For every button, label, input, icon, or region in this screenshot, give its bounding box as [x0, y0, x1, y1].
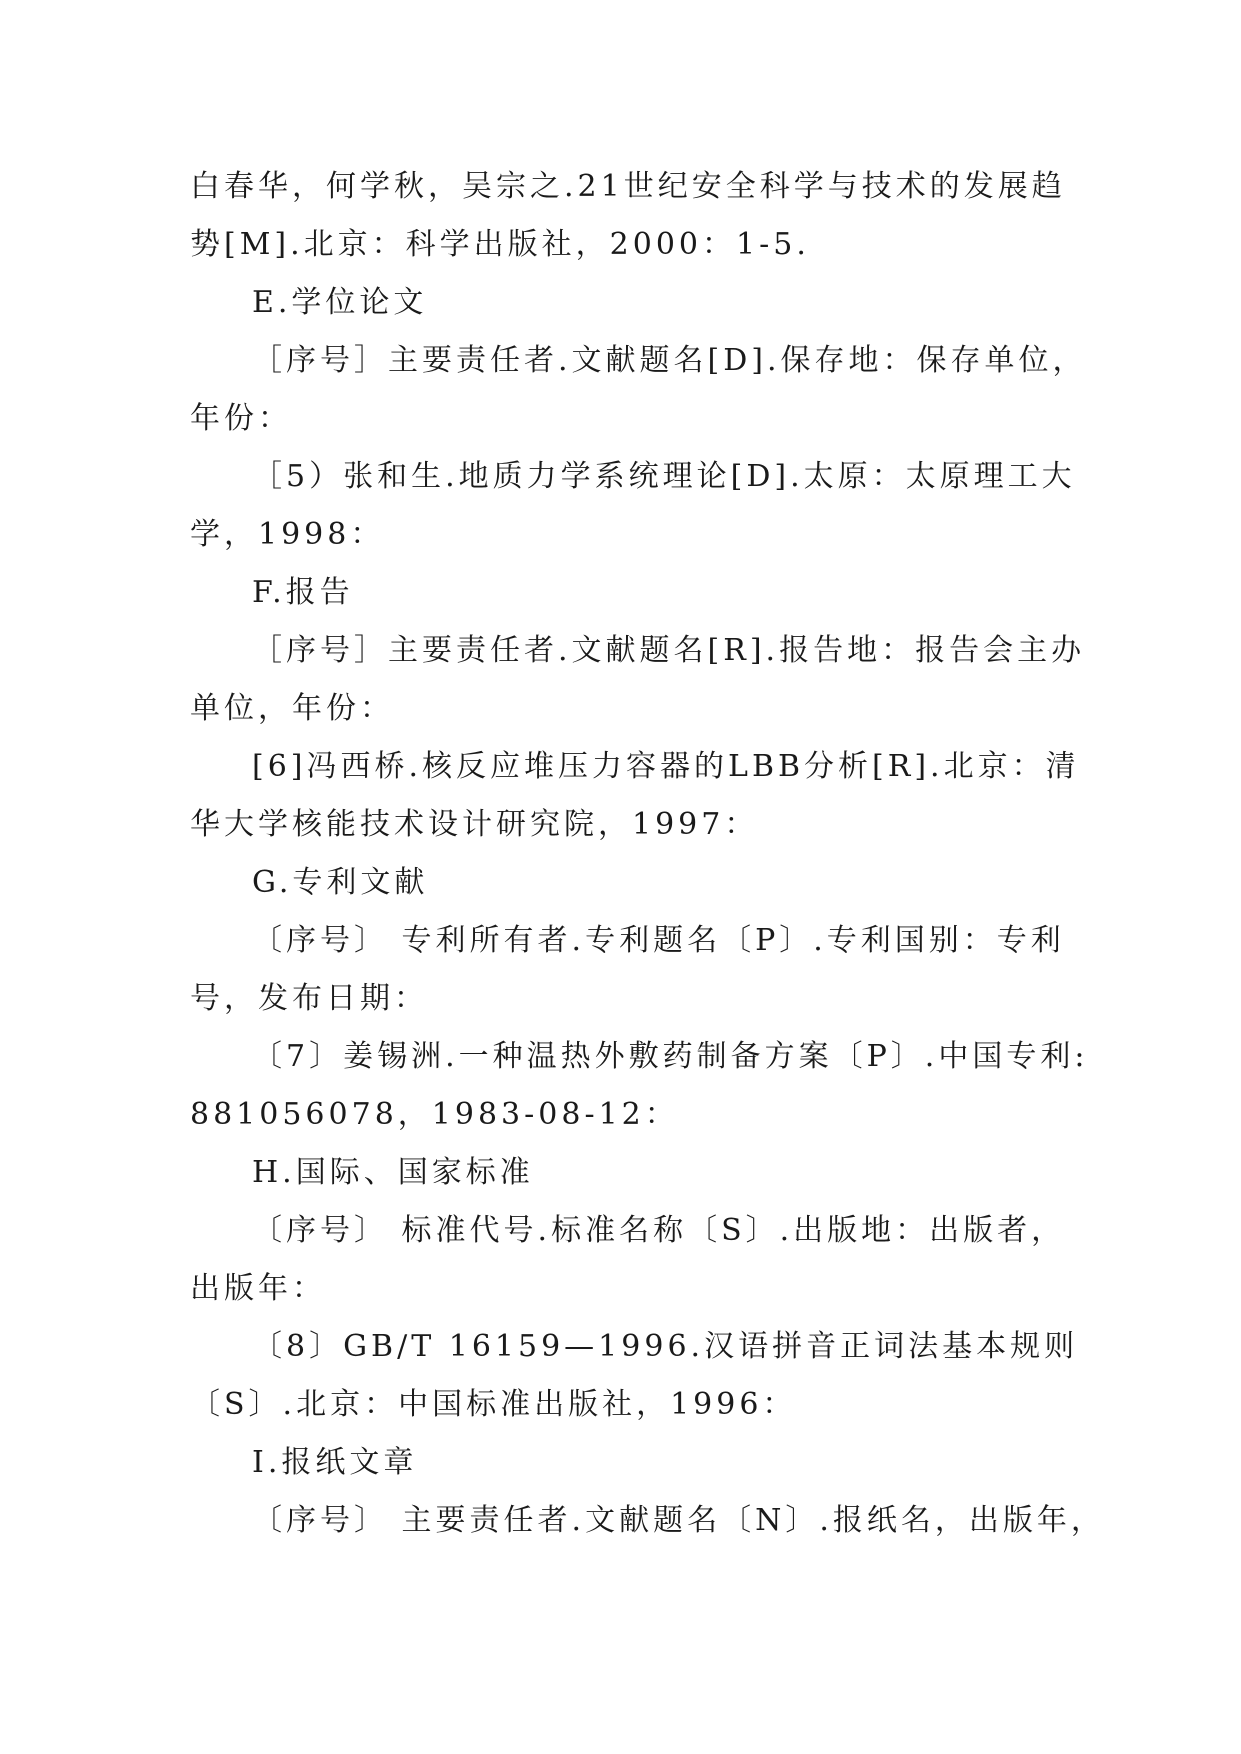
format-line-report: ［序号］主要责任者.文献题名[R].报告地：报告会主办: [252, 633, 1086, 668]
example-line-6: [6]冯西桥.核反应堆压力容器的LBB分析[R].北京：清: [252, 749, 1080, 784]
format-line-thesis-cont: 年份：: [190, 401, 292, 436]
format-line-patent: 〔序号〕 专利所有者.专利题名〔P〕.专利国别：专利: [252, 923, 1065, 958]
format-line-newspaper: 〔序号〕 主要责任者.文献题名〔N〕.报纸名，出版年，: [252, 1503, 1105, 1538]
body-line-2: 势[M].北京：科学出版社，2000：1-5.: [190, 227, 810, 262]
example-line-7-cont: 881056078，1983-08-12：: [190, 1097, 679, 1132]
format-line-thesis: ［序号］主要责任者.文献题名[D].保存地：保存单位，: [252, 343, 1087, 378]
section-heading-thesis: E.学位论文: [252, 285, 428, 320]
format-line-standard: 〔序号〕 标准代号.标准名称〔S〕.出版地：出版者，: [252, 1213, 1066, 1248]
section-heading-standard: H.国际、国家标准: [252, 1155, 534, 1190]
section-heading-report: F.报告: [252, 575, 354, 610]
format-line-patent-cont: 号，发布日期：: [190, 981, 428, 1016]
section-heading-patent: G.专利文献: [252, 865, 429, 900]
format-line-standard-cont: 出版年：: [190, 1271, 326, 1306]
body-line-1: 白春华，何学秋，吴宗之.21世纪安全科学与技术的发展趋: [190, 169, 1066, 204]
example-line-6-cont: 华大学核能技术设计研究院，1997：: [190, 807, 759, 842]
example-line-5: ［5）张和生.地质力学系统理论[D].太原：太原理工大: [252, 459, 1076, 494]
document-body: [190, 158, 1105, 1550]
example-line-5-cont: 学，1998：: [190, 517, 385, 552]
format-line-report-cont: 单位，年份：: [190, 691, 394, 726]
section-heading-newspaper: I.报纸文章: [252, 1445, 418, 1480]
example-line-7: 〔7〕姜锡洲.一种温热外敷药制备方案〔P〕.中国专利:: [252, 1039, 1089, 1074]
example-line-8: 〔8〕GB/T 16159—1996.汉语拼音正词法基本规则: [252, 1329, 1079, 1364]
example-line-8-cont: 〔S〕.北京：中国标准出版社，1996：: [190, 1387, 797, 1422]
